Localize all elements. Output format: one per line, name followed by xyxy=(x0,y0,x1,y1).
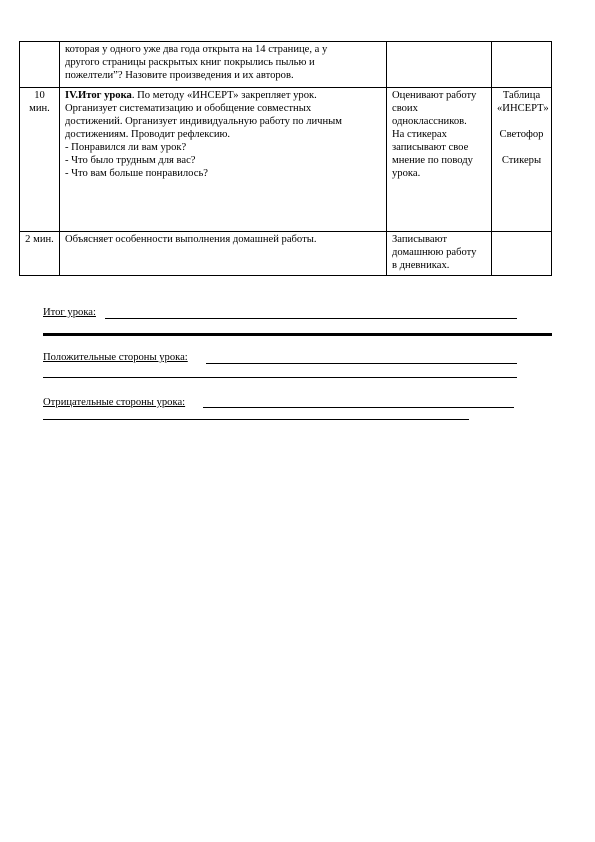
student-activity-cell xyxy=(387,232,492,276)
text-line: урока. xyxy=(392,168,421,179)
time-cell: 10 мин. xyxy=(20,88,60,232)
divider xyxy=(43,333,552,336)
text-line: - Что вам больше понравилось? xyxy=(65,168,208,179)
negative-sides-label: Отрицательные стороны урока: xyxy=(43,397,186,408)
text-line: На стикерах xyxy=(392,129,447,140)
fill-line xyxy=(105,318,517,319)
text-line: в дневниках. xyxy=(392,260,450,271)
text-line: пожелтели”? Назовите произведения и их авторов. xyxy=(65,70,294,81)
resource-item: Светофор xyxy=(499,129,544,140)
table-row xyxy=(20,88,552,232)
time-cell: 2 мин. xyxy=(20,232,60,276)
resource-item: Стикеры xyxy=(501,155,542,166)
time-cell xyxy=(20,42,60,88)
table-row xyxy=(20,232,552,276)
lesson-result-label: Итог урока: xyxy=(43,307,96,318)
text-line: другого страницы раскрытых книг покрылись пылью и xyxy=(65,57,315,68)
text-line: - Понравился ли вам урок? xyxy=(65,142,187,153)
text-line: достижений. Организует индивидуальную работу по личным xyxy=(65,116,342,127)
text-line: мнение по поводу xyxy=(392,155,473,166)
text-line: - Что было трудным для вас? xyxy=(65,155,196,166)
student-activity-cell xyxy=(387,42,492,88)
text-line: Оценивают работу xyxy=(392,90,477,101)
text-line: своих xyxy=(392,103,418,114)
text-line: записывают свое xyxy=(392,142,469,153)
section-heading: IV.Итог урока xyxy=(65,90,132,101)
fill-line xyxy=(43,377,517,378)
text-line: Объясняет особенности выполнения домашней работы. xyxy=(65,234,317,245)
text-line: достижениям. Проводит рефлексию. xyxy=(65,129,231,140)
text-span: . По методу «ИНСЕРТ» закрепляет урок. xyxy=(131,90,317,101)
resources-cell xyxy=(492,232,552,276)
resources-cell xyxy=(492,88,552,232)
text-line: которая у одного уже два года открыта на 14 странице, а у xyxy=(65,44,328,55)
text-line: домашнюю работу xyxy=(392,247,477,258)
text-line: Организует систематизацию и обобщение совместных xyxy=(65,103,312,114)
student-activity-cell xyxy=(387,88,492,232)
positive-sides-label: Положительные стороны урока: xyxy=(43,352,188,363)
resource-item: Таблица «ИНСЕРТ» xyxy=(497,90,549,114)
table-row xyxy=(20,42,552,88)
teacher-activity-cell xyxy=(60,88,387,232)
teacher-activity-cell xyxy=(60,42,387,88)
text-line: одноклассников. xyxy=(392,116,467,127)
fill-line xyxy=(203,407,514,408)
text-line xyxy=(65,89,381,102)
lesson-plan-table xyxy=(19,41,552,276)
fill-line xyxy=(206,363,517,364)
teacher-activity-cell xyxy=(60,232,387,276)
text-line: Записывают xyxy=(392,234,447,245)
fill-line xyxy=(43,419,469,420)
resources-cell xyxy=(492,42,552,88)
